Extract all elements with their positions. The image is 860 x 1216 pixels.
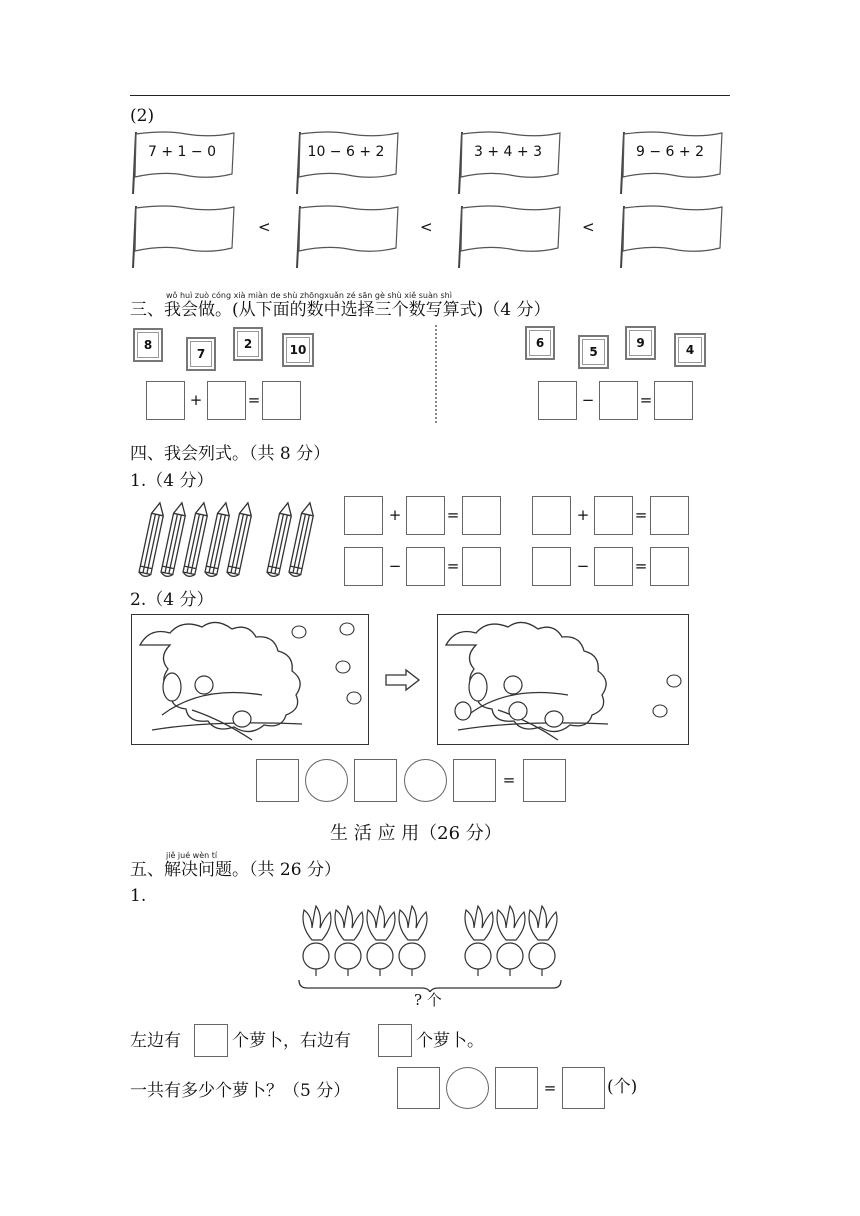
answer-box[interactable] — [462, 547, 501, 586]
number-card: 8 — [133, 328, 163, 362]
answer-box[interactable] — [594, 496, 633, 535]
part2-label: (2) — [130, 106, 155, 126]
number-card: 9 — [625, 326, 656, 360]
flag-expression: 9 − 6 + 2 — [636, 144, 704, 160]
total-question-text: 一共有多少个萝卜？（5 分） — [130, 1081, 351, 1101]
life-application-heading: 生 活 应 用（26 分） — [330, 823, 502, 844]
section4-q1-label: 1.（4 分） — [130, 471, 214, 491]
operator-circle[interactable] — [446, 1067, 489, 1109]
answer-box[interactable] — [532, 547, 571, 586]
answer-flag[interactable] — [456, 204, 562, 270]
number-card: 5 — [578, 335, 609, 369]
section3-title: 三、我会做。(从下面的数中选择三个数写算式)（4 分） — [130, 300, 551, 320]
equals-sign: = — [634, 506, 648, 524]
answer-box[interactable] — [397, 1067, 440, 1109]
number-card: 2 — [233, 327, 263, 361]
answer-box[interactable] — [562, 1067, 605, 1109]
plus-sign: + — [576, 506, 590, 524]
less-than-sign: < — [420, 218, 433, 236]
answer-box[interactable] — [344, 496, 383, 535]
unit-label: (个) — [607, 1077, 638, 1097]
answer-flag[interactable] — [618, 204, 724, 270]
radishes-illustration — [294, 904, 566, 982]
answer-box[interactable] — [495, 1067, 538, 1109]
answer-box[interactable] — [207, 381, 246, 420]
section4-q2-label: 2.（4 分） — [130, 590, 214, 610]
section5-q1-label: 1. — [130, 886, 147, 906]
expression-flag — [618, 130, 724, 196]
answer-box[interactable] — [406, 496, 445, 535]
equals-sign: = — [634, 557, 648, 575]
left-count-input[interactable] — [194, 1024, 228, 1057]
equals-sign: = — [446, 506, 460, 524]
operator-circle[interactable] — [305, 759, 348, 802]
plus-sign: + — [388, 506, 402, 524]
less-than-sign: < — [258, 218, 271, 236]
answer-box[interactable] — [256, 759, 299, 802]
total-question-mark: ? 个 — [414, 991, 442, 1009]
answer-box[interactable] — [146, 381, 185, 420]
answer-box[interactable] — [354, 759, 397, 802]
operator-circle[interactable] — [404, 759, 447, 802]
less-than-sign: < — [582, 218, 595, 236]
answer-box[interactable] — [532, 496, 571, 535]
answer-box[interactable] — [523, 759, 566, 802]
answer-box[interactable] — [262, 381, 301, 420]
divider — [435, 325, 437, 423]
birds-tree-picture-after — [437, 614, 689, 745]
number-card: 6 — [525, 326, 555, 360]
minus-sign: − — [581, 391, 595, 409]
answer-box[interactable] — [538, 381, 577, 420]
number-card: 4 — [674, 333, 706, 367]
section4-title: 四、我会列式。（共 8 分） — [130, 444, 331, 464]
equals-sign: = — [543, 1079, 557, 1097]
plus-sign: + — [189, 391, 203, 409]
flag-expression: 10 − 6 + 2 — [307, 144, 385, 160]
answer-box[interactable] — [462, 496, 501, 535]
arrow-icon — [384, 668, 422, 692]
expression-flag — [294, 130, 400, 196]
expression-flag — [456, 130, 562, 196]
answer-box[interactable] — [594, 547, 633, 586]
right-count-input[interactable] — [378, 1024, 412, 1057]
answer-flag[interactable] — [294, 204, 400, 270]
section3-pinyin: wǒ huì zuò cóng xià miàn de shù zhōngxuǎn zé sān gè shù xiě suàn shì — [166, 291, 452, 300]
flag-expression: 3 + 4 + 3 — [474, 144, 542, 160]
equals-sign: = — [247, 391, 261, 409]
left-count-text: 左边有 — [130, 1031, 181, 1051]
answer-box[interactable] — [599, 381, 638, 420]
minus-sign: − — [576, 557, 590, 575]
section5-pinyin: jiě jué wèn tí — [166, 851, 218, 860]
minus-sign: − — [388, 557, 402, 575]
right-count-text: 个萝卜，右边有 — [232, 1031, 351, 1051]
equals-sign: = — [639, 391, 653, 409]
pencils-illustration — [128, 500, 314, 584]
number-card: 7 — [186, 337, 216, 371]
section5-title: 五、解决问题。（共 26 分） — [130, 860, 341, 880]
number-card: 10 — [282, 333, 314, 367]
answer-box[interactable] — [650, 496, 689, 535]
birds-tree-picture-before — [131, 614, 369, 745]
answer-box[interactable] — [344, 547, 383, 586]
flag-expression: 7 + 1 − 0 — [148, 144, 216, 160]
answer-box[interactable] — [406, 547, 445, 586]
answer-flag[interactable] — [130, 204, 236, 270]
equals-sign: = — [502, 771, 516, 789]
answer-box[interactable] — [654, 381, 693, 420]
equals-sign: = — [446, 557, 460, 575]
answer-box[interactable] — [650, 547, 689, 586]
expression-flag — [130, 130, 236, 196]
top-rule — [130, 95, 730, 96]
answer-box[interactable] — [453, 759, 496, 802]
radish-unit-text: 个萝卜。 — [416, 1031, 484, 1051]
